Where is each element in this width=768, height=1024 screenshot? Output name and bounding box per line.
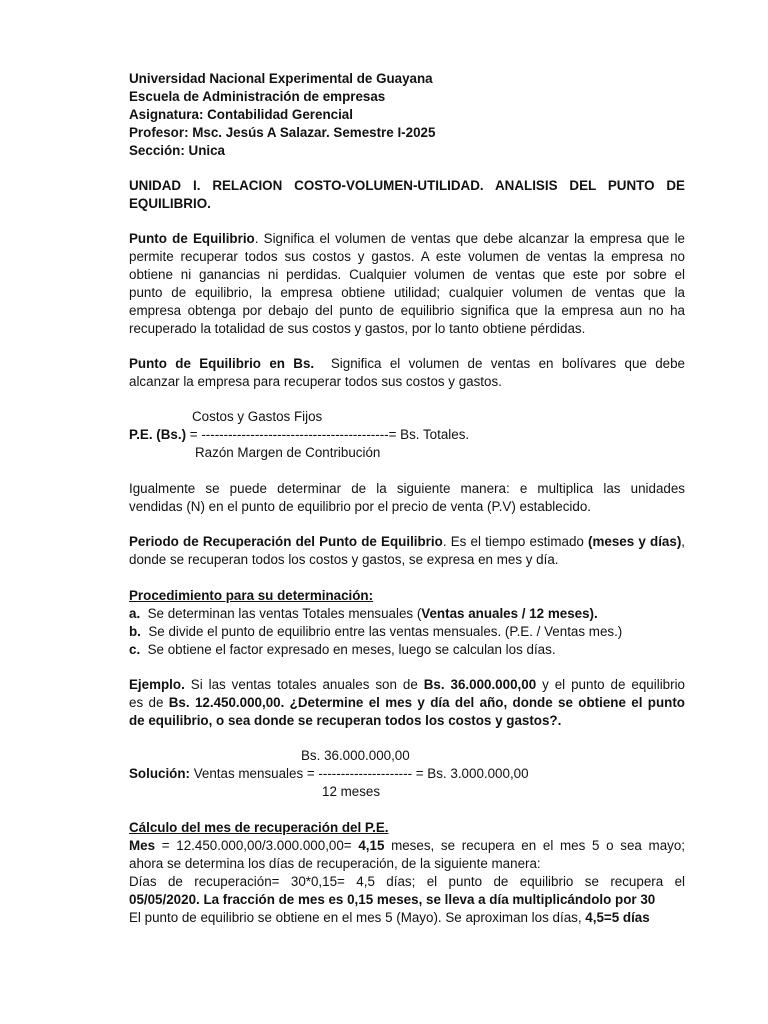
definition-line-3: obtiene ni ganancias ni perdidas. Cualquier volumen de ventas que este por sobre el: [129, 267, 685, 282]
definition-line-6: recuperado la totalidad de sus costos y gastos, por lo tanto obtiene pérdidas.: [129, 321, 586, 336]
procedure-section: [129, 587, 685, 659]
example-line-3: de equilibrio, o sea donde se recuperan todos los costos y gastos?.: [129, 713, 562, 728]
pe-bs-line-2: alcanzar la empresa para recuperar todos sus costos y gastos.: [129, 374, 502, 389]
calculation-title: Cálculo del mes de recuperación del P.E.: [129, 820, 389, 835]
list-item: b. Se divide el punto de equilibrio entre las ventas mensuales. (P.E. / Ventas mes.): [129, 624, 623, 639]
solution-line: Solución: Ventas mensuales = --------------------- = Bs. 3.000.000,00: [129, 766, 529, 781]
procedure-title: Procedimiento para su determinación:: [129, 588, 374, 603]
unit-title-line-1: UNIDAD I. RELACION COSTO-VOLUMEN-UTILIDAD. ANALISIS DEL PUNTO DE: [129, 178, 685, 193]
definition-paragraph: [129, 230, 685, 338]
period-line-1: Periodo de Recuperación del Punto de Equilibrio. Es el tiempo estimado (meses y días),: [129, 534, 686, 549]
formula-line: P.E. (Bs.) = ------------------------------------------= Bs. Totales.: [129, 427, 470, 442]
unit-title-line-2: EQUILIBRIO.: [129, 196, 211, 211]
document-header: [129, 70, 685, 160]
alternative-line-2: vendidas (N) en el punto de equilibrio por el precio de venta (P.V) establecido.: [129, 499, 592, 514]
example-paragraph: [129, 676, 685, 730]
list-item: c. Se obtiene el factor expresado en meses, luego se calculan los días.: [129, 642, 556, 657]
calculation-line-4: 05/05/2020. La fracción de mes es 0,15 meses, se lleva a día multiplicándolo por 30: [129, 892, 656, 907]
university-name: Universidad Nacional Experimental de Guayana: [129, 71, 433, 86]
period-paragraph: [129, 533, 685, 569]
definition-line-1: Punto de Equilibrio. Significa el volumen de ventas que debe alcanzar la empresa que le: [129, 231, 685, 246]
alternative-paragraph: [129, 480, 685, 516]
solution-label: Solución:: [129, 766, 190, 781]
professor-name: Profesor: Msc. Jesús A Salazar. Semestre I-2025: [129, 125, 436, 140]
formula-numerator: Costos y Gastos Fijos: [192, 409, 323, 424]
section-name: Sección: Unica: [129, 143, 225, 158]
list-item: a. Se determinan las ventas Totales mensuales (Ventas anuales / 12 meses).: [129, 606, 598, 621]
unit-title: [129, 177, 685, 213]
school-name: Escuela de Administración de empresas: [129, 89, 386, 104]
definition-line-2: permite recuperar todos sus costos y gastos. A este volumen de ventas la empresa no: [129, 249, 685, 264]
period-line-2: donde se recuperan todos los costos y gastos, se expresa en mes y día.: [129, 552, 559, 567]
solution-numerator: Bs. 36.000.000,00: [301, 748, 410, 763]
solution-denominator: 12 meses: [322, 784, 381, 799]
definition-term: Punto de Equilibrio: [129, 231, 255, 246]
alternative-line-1: Igualmente se puede determinar de la siguiente manera: e multiplica las unidades: [129, 481, 685, 496]
formula-denominator: Razón Margen de Contribución: [195, 445, 381, 460]
formula-label: P.E. (Bs.): [129, 427, 187, 442]
pe-bs-paragraph: [129, 355, 685, 391]
calculation-line-3: Días de recuperación= 30*0,15= 4,5 días; el punto de equilibrio se recupera el: [129, 874, 685, 889]
subject-name: Asignatura: Contabilidad Gerencial: [129, 107, 353, 122]
pe-bs-term: Punto de Equilibrio en Bs.: [129, 356, 315, 371]
calculation-line-5: El punto de equilibrio se obtiene en el mes 5 (Mayo). Se aproximan los días, 4,5=5 días: [129, 910, 650, 925]
definition-line-5: empresa obtenga por debajo del punto de equilibrio significa que la empresa aun no ha: [129, 303, 685, 318]
example-line-2: es de Bs. 12.450.000,00. ¿Determine el mes y día del año, donde se obtiene el punto: [129, 695, 685, 710]
period-term: Periodo de Recuperación del Punto de Equilibrio: [129, 534, 443, 549]
definition-line-4: punto de equilibrio, la empresa obtiene utilidad; cualquier volumen de ventas que la: [129, 285, 685, 300]
example-term: Ejemplo.: [129, 677, 185, 692]
calculation-line-1: Mes = 12.450.000,00/3.000.000,00= 4,15 meses, se recupera en el mes 5 o sea mayo;: [129, 838, 686, 853]
calculation-line-2: ahora se determina los días de recuperación, de la siguiente manera:: [129, 856, 541, 871]
pe-bs-line-1: Punto de Equilibrio en Bs. Significa el volumen de ventas en bolívares que debe: [129, 356, 685, 371]
calculation-section: [129, 819, 685, 927]
example-line-1: Ejemplo. Si las ventas totales anuales son de Bs. 36.000.000,00 y el punto de equilibrio: [129, 677, 685, 692]
